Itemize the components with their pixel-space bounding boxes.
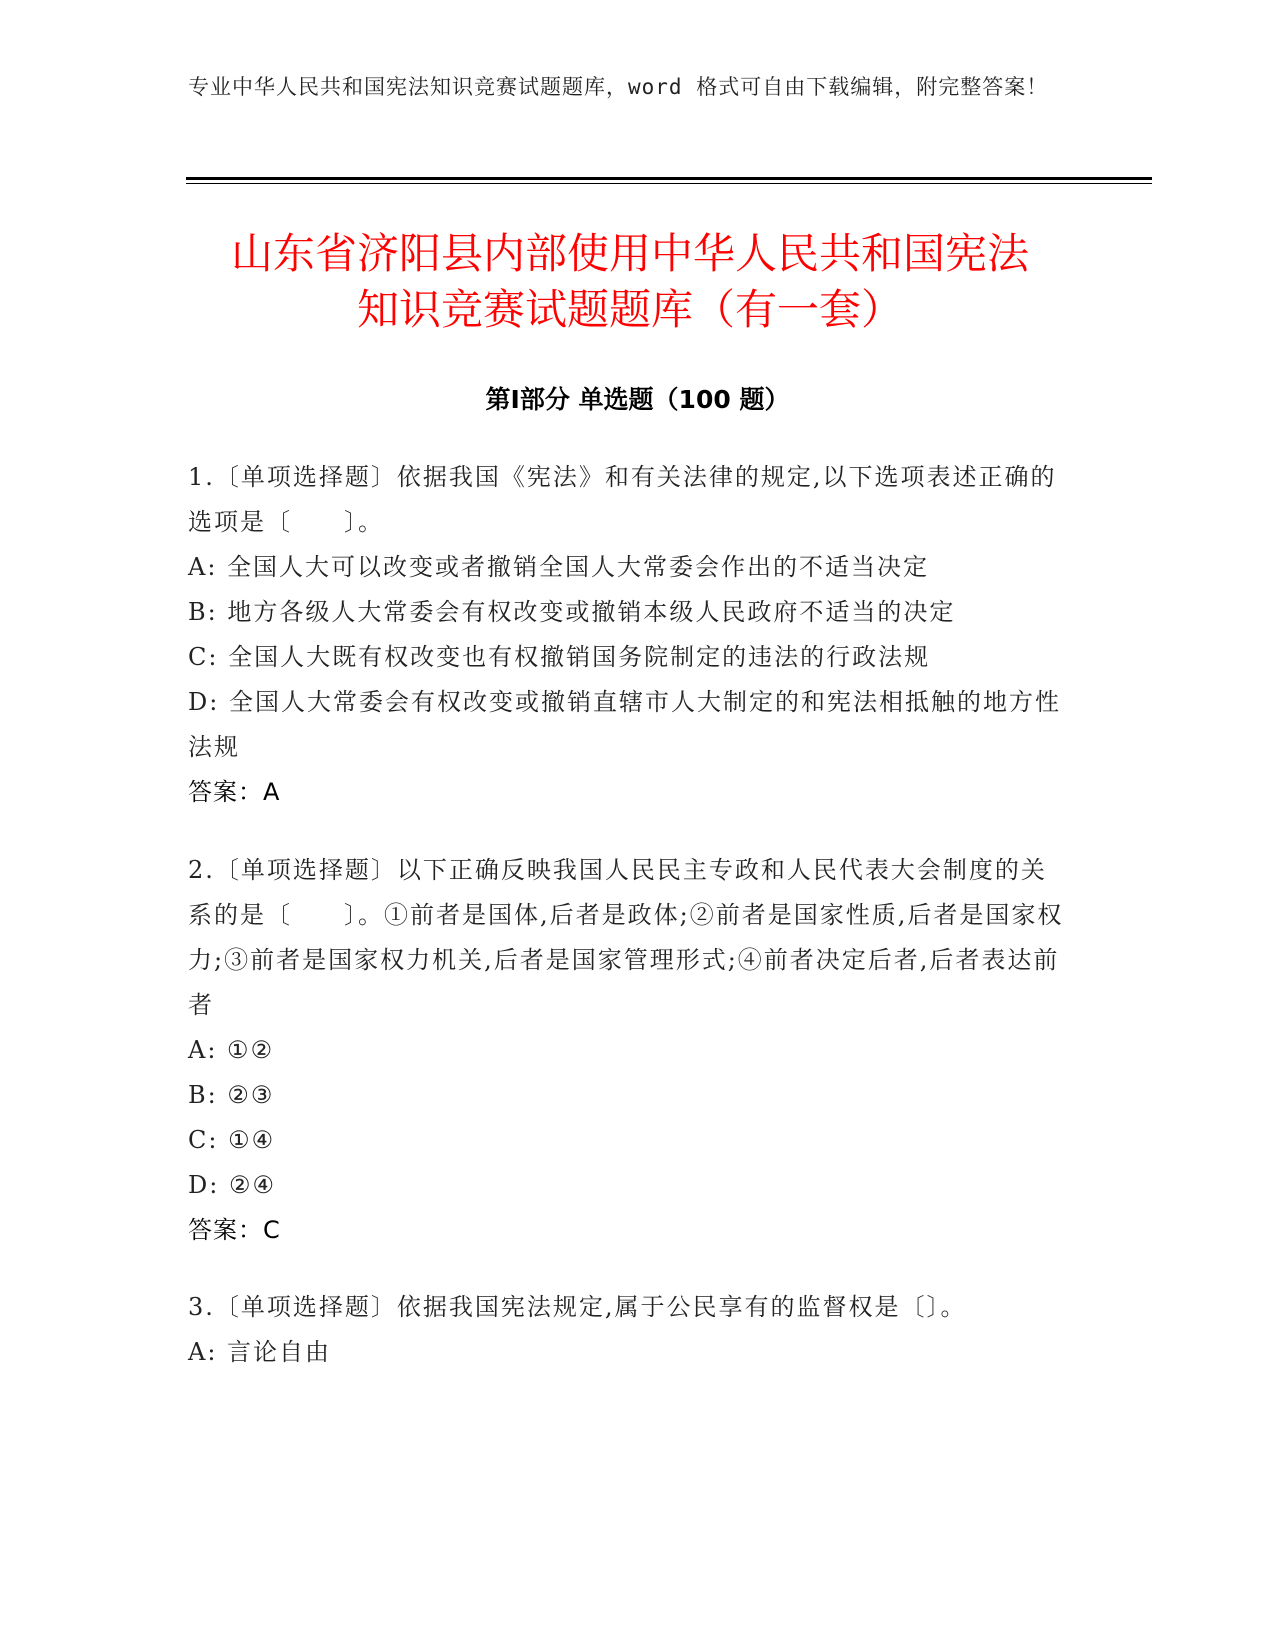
question-option-a: A: ①② (188, 1036, 275, 1064)
question-answer: 答案：C (188, 1216, 281, 1244)
document-title-line1: 山东省济阳县内部使用中华人民共和国宪法 (230, 229, 1029, 278)
question-option-d: D: 全国人大常委会有权改变或撤销直辖市人大制定的和宪法相抵触的地方性法规 (188, 688, 1061, 761)
section-title: 第Ⅰ部分 单选题（100 题） (485, 385, 790, 414)
question-option-b: B: ②③ (188, 1081, 275, 1109)
question-2 (188, 848, 1068, 1253)
header-note: 专业中华人民共和国宪法知识竞赛试题题库，word 格式可自由下载编辑，附完整答案！ (188, 75, 1049, 99)
question-option-b: B: 地方各级人大常委会有权改变或撤销本级人民政府不适当的决定 (188, 598, 956, 626)
question-stem: 1.〔单项选择题〕依据我国《宪法》和有关法律的规定,以下选项表述正确的选项是〔 〕。 (188, 463, 1057, 536)
question-1 (188, 455, 1068, 815)
question-3 (188, 1285, 1068, 1375)
question-option-d: D: ②④ (188, 1171, 276, 1199)
question-stem: 3.〔单项选择题〕依据我国宪法规定,属于公民享有的监督权是〔〕。 (188, 1293, 967, 1321)
question-stem: 2.〔单项选择题〕以下正确反映我国人民民主专政和人民代表大会制度的关系的是〔 〕。①前者是国体,后者是政体;②前者是国家性质,后者是国家权力;③前者是国家权力机关,后者是国家管理形式;④前者决定后者,后者表达前者 (188, 856, 1064, 1019)
question-option-c: C: ①④ (188, 1126, 276, 1154)
question-option-c: C: 全国人大既有权改变也有权撤销国务院制定的违法的行政法规 (188, 643, 931, 671)
header-rule-thin (186, 183, 1152, 184)
question-answer: 答案：A (188, 778, 281, 806)
header-rule-thick (186, 177, 1152, 180)
question-option-a: A: 全国人大可以改变或者撤销全国人大常委会作出的不适当决定 (188, 553, 930, 581)
question-option-a: A: 言论自由 (188, 1338, 332, 1366)
document-title-line2: 知识竞赛试题题库（有一套） (356, 285, 903, 334)
document-title (150, 226, 1110, 338)
